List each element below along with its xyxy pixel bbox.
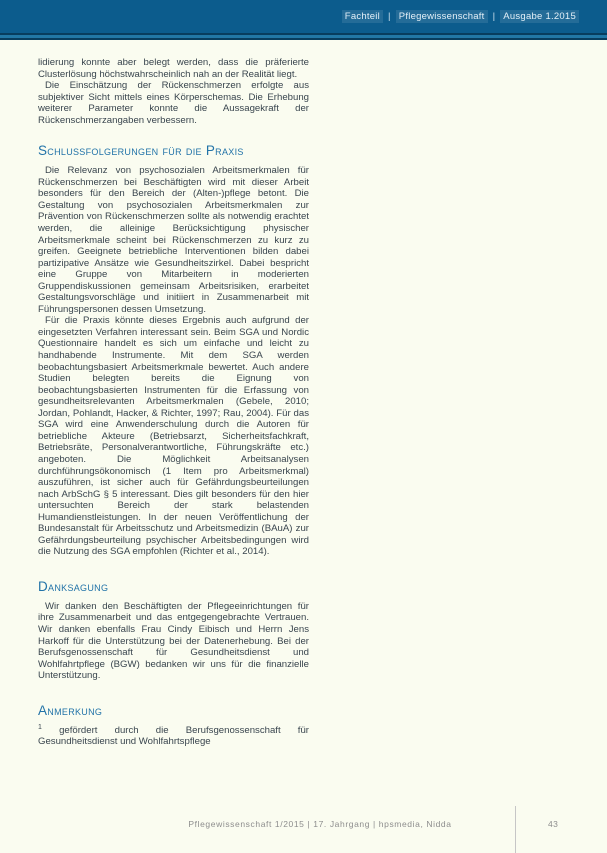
header-running-title [342,10,579,23]
paragraph-conclusions-2: Für die Praxis könnte dieses Ergebnis auch aufgrund der eingesetzten Verfahren interessant sein. Beim SGA und Nordic Questionnaire handelt es sich um einfache und leicht zu handhabende Instrumente. Mit dem SGA werden beobachtungsbasiert Arbeitsmerkmale bewertet. Auch andere Studien belegten bereits die Eignung von beobachtungsbasierten Instrumenten für die Erfassung von gesundheitsrelevanten Arbeitsmerkmalen (Gebele, 2010; Jordan, Pohlandt, Hacker, & Richter, 1997; Rau, 2004). Für das SGA wird eine Anwenderschulung durch die Autoren für betriebliche Akteure (Betriebsarzt, Sicherheitsfachkraft, Betriebsräte, Personalverantwortliche, Führungskräfte etc.) angeboten. Die Möglichkeit Arbeitsanalysen durchführungsökonomisch (1 Item pro Arbeitsmerkmal) auszuführen, ist sicher auch für Gefährdungsbeurteilungen nach ArbSchG § 5 interessant. Dies gilt besonders für den hier untersuchten Bereich der stark belastenden Humandienstleistungen. In der neuen Veröffentlichung der Bundesanstalt für Arbeitsschutz und Arbeitsmedizin (BAuA) zur Gefährdungsbeurteilung psychischer Arbeitsbedingungen wird die Nutzung des SGA empfohlen (Richter et al., 2014). [38,315,309,558]
footnote-marker: 1 [38,723,42,731]
footer-divider [515,806,516,853]
paragraph-back-pain-assessment: Die Einschätzung der Rückenschmerzen erfolgte aus subjektiver Sicht mittels eines Körperschemas. Die Erhebung weiterer Parameter konnte die Aussagekraft der Rückenschmerzangaben verbessern. [38,80,309,126]
paragraph-continuation: lidierung konnte aber belegt werden, dass die präferierte Clusterlösung höchstwahrscheinlich nah an der Realität liegt. [38,57,309,80]
page-number: 43 [548,819,559,829]
article-column [38,57,309,748]
footnote [38,725,309,748]
page-header-bar [0,0,607,33]
footer-journal-info: Pflegewissenschaft 1/2015 | 17. Jahrgang | hpsmedia, Nidda [188,819,452,829]
header-journal-name: Pflegewissenschaft [396,10,488,23]
paragraph-conclusions-1: Die Relevanz von psychosozialen Arbeitsmerkmalen für Rückenschmerzen bei Beschäftigten wird mit dieser Arbeit besonders für den Bereich der (Alten-)pflege betont. Die Gestaltung von psychosozialen Arbeitsmerkmalen zur Prävention von Rückenschmerzen sollte als notwendig erachtet werden, die alleinige Berücksichtigung physischer Arbeitsmerkmale scheint bei Rückenschmerzen zu kurz zu greifen. Geeignete betriebliche Interventionen bilden dabei partizipative Ansätze wie Gesundheitszirkel. Dabei bespricht eine Gruppe von Mitarbeitern in moderierten Gruppendiskussionen gemeinsam Arbeitsrisiken, erarbeitet Gestaltungsvorschläge und initiiert in Zusammenarbeit mit Führungspersonen dessen Umsetzung. [38,165,309,315]
page-footer [0,805,607,853]
section-heading-conclusions: Schlussfolgerungen für die Praxis [38,143,244,159]
header-divider-stripes [0,33,607,40]
paragraph-acknowledgement: Wir danken den Beschäftigten der Pflegeeinrichtungen für ihre Zusammenarbeit und das entgegengebrachte Vertrauen. Wir danken ebenfalls Frau Cindy Eibisch und Herrn Jens Harkoff für die Unterstützung bei der Datenerhebung. Bei der Berufsgenossenschaft für Gesundheitsdienst und Wohlfahrtpflege (BGW) bedanken wir uns für die finanzielle Unterstützung. [38,600,309,682]
header-section-label: Fachteil [342,10,383,23]
header-stripe-dark [0,38,607,40]
section-heading-acknowledgement: Danksagung [38,578,109,594]
header-separator: | [492,11,496,22]
footnote-text: gefördert durch die Berufsgenossenschaft für Gesundheitsdienst und Wohlfahrtspflege [38,724,309,748]
section-heading-note: Anmerkung [38,702,103,718]
header-separator: | [388,11,391,22]
header-issue-label: Ausgabe 1.2015 [500,10,579,23]
